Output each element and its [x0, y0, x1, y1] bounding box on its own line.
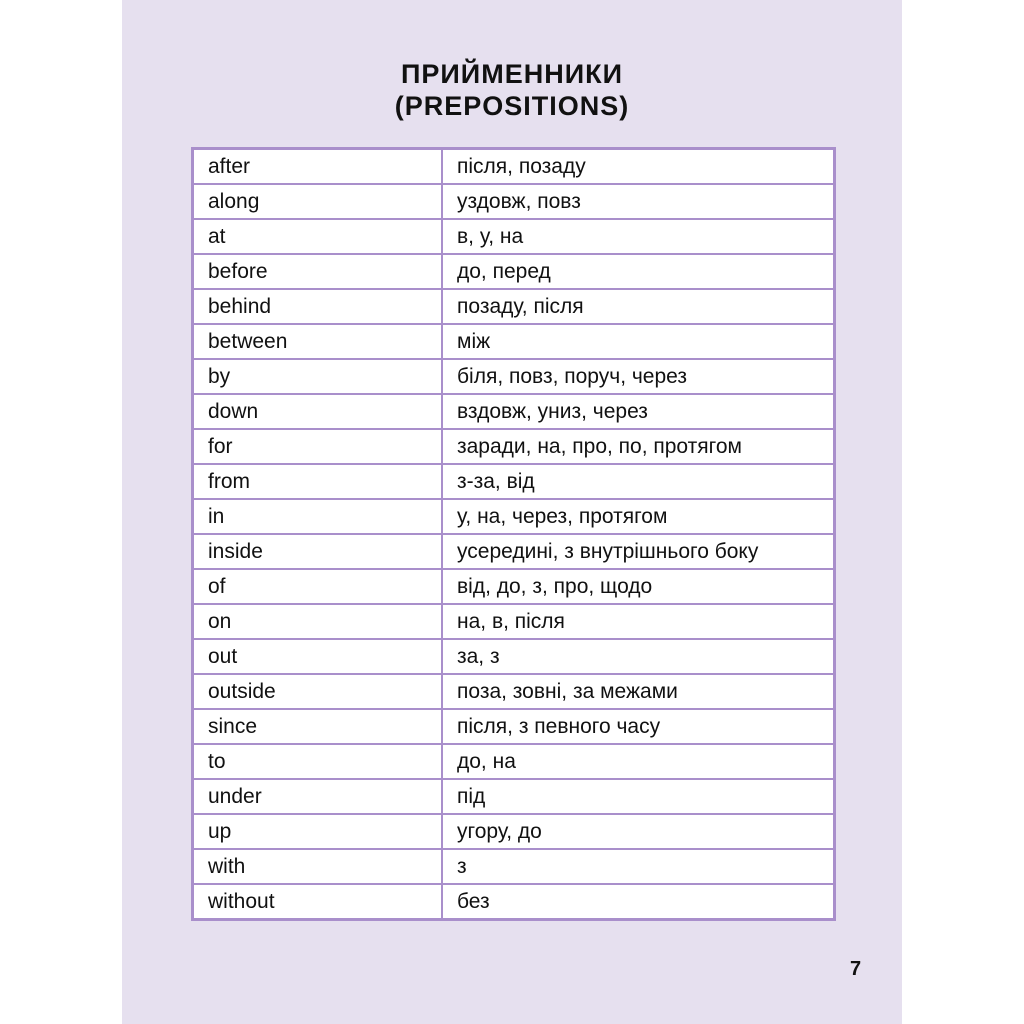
english-preposition: between: [193, 324, 443, 359]
table-row: [193, 184, 835, 219]
title-ukrainian: ПРИЙМЕННИКИ: [400, 59, 624, 89]
table-row: [193, 254, 835, 289]
english-preposition: outside: [193, 674, 443, 709]
english-preposition: of: [193, 569, 443, 604]
ukrainian-translation: між: [442, 324, 835, 359]
ukrainian-translation: у, на, через, протягом: [442, 499, 835, 534]
ukrainian-translation: після, позаду: [442, 149, 835, 185]
ukrainian-translation: усередині, з внутрішнього боку: [442, 534, 835, 569]
table-row: [193, 709, 835, 744]
english-preposition: with: [193, 849, 443, 884]
english-preposition: down: [193, 394, 443, 429]
page-number: 7: [850, 958, 862, 980]
table-row: [193, 604, 835, 639]
table-row: [193, 884, 835, 920]
table-body: [193, 149, 835, 920]
ukrainian-translation: з: [442, 849, 835, 884]
table-row: [193, 534, 835, 569]
english-preposition: under: [193, 779, 443, 814]
ukrainian-translation: за, з: [442, 639, 835, 674]
ukrainian-translation: від, до, з, про, щодо: [442, 569, 835, 604]
ukrainian-translation: на, в, після: [442, 604, 835, 639]
table-row: [193, 499, 835, 534]
page-title: [122, 58, 902, 122]
table-row: [193, 464, 835, 499]
ukrainian-translation: вздовж, униз, через: [442, 394, 835, 429]
prepositions-table: [191, 147, 836, 921]
ukrainian-translation: до, перед: [442, 254, 835, 289]
table-row: [193, 289, 835, 324]
ukrainian-translation: заради, на, про, по, протягом: [442, 429, 835, 464]
table-row: [193, 359, 835, 394]
table-row: [193, 219, 835, 254]
title-english: (PREPOSITIONS): [394, 91, 630, 121]
ukrainian-translation: без: [442, 884, 835, 920]
ukrainian-translation: в, у, на: [442, 219, 835, 254]
table-row: [193, 849, 835, 884]
english-preposition: up: [193, 814, 443, 849]
english-preposition: behind: [193, 289, 443, 324]
table-row: [193, 639, 835, 674]
ukrainian-translation: з-за, від: [442, 464, 835, 499]
table-row: [193, 779, 835, 814]
ukrainian-translation: до, на: [442, 744, 835, 779]
ukrainian-translation: під: [442, 779, 835, 814]
english-preposition: in: [193, 499, 443, 534]
english-preposition: before: [193, 254, 443, 289]
english-preposition: without: [193, 884, 443, 920]
english-preposition: along: [193, 184, 443, 219]
table-row: [193, 429, 835, 464]
table-row: [193, 674, 835, 709]
ukrainian-translation: угору, до: [442, 814, 835, 849]
ukrainian-translation: позаду, після: [442, 289, 835, 324]
english-preposition: since: [193, 709, 443, 744]
english-preposition: at: [193, 219, 443, 254]
english-preposition: on: [193, 604, 443, 639]
ukrainian-translation: поза, зовні, за межами: [442, 674, 835, 709]
ukrainian-translation: після, з певного часу: [442, 709, 835, 744]
english-preposition: after: [193, 149, 443, 185]
ukrainian-translation: біля, повз, поруч, через: [442, 359, 835, 394]
english-preposition: out: [193, 639, 443, 674]
table-row: [193, 149, 835, 185]
english-preposition: inside: [193, 534, 443, 569]
table-row: [193, 394, 835, 429]
english-preposition: from: [193, 464, 443, 499]
table-row: [193, 324, 835, 359]
book-page: [122, 0, 902, 1024]
table-row: [193, 744, 835, 779]
ukrainian-translation: уздовж, повз: [442, 184, 835, 219]
table-row: [193, 569, 835, 604]
english-preposition: by: [193, 359, 443, 394]
table-row: [193, 814, 835, 849]
english-preposition: to: [193, 744, 443, 779]
english-preposition: for: [193, 429, 443, 464]
